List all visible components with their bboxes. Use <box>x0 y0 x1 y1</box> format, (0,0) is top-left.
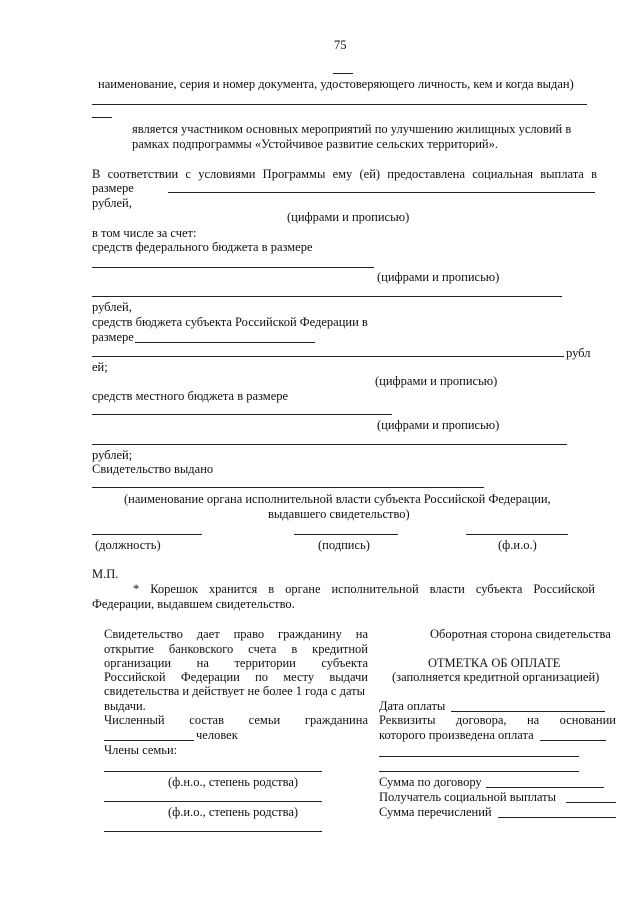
persons-label: человек <box>196 728 238 742</box>
regional-rubl-a: рубл <box>566 346 591 360</box>
payment-subtitle: (заполняется кредитной организацией) <box>392 670 600 684</box>
rights-line-5: свидетельства и действует не более 1 года с даты <box>104 684 366 698</box>
reverse-side-label: Оборотная сторона свидетельства <box>430 627 611 641</box>
document-id-caption: наименование, серия и номер документа, удостоверяющего личность, кем и когда выдан) <box>98 77 574 91</box>
rights-line-2: открытие банковского счета в кредитной <box>104 642 368 656</box>
federal-caption: (цифрами и прописью) <box>377 270 500 284</box>
federal-amount-field[interactable] <box>92 267 374 268</box>
note-line-2: Федерации, выдавшем свидетельство. <box>92 597 295 611</box>
regional-amount-field[interactable] <box>135 342 315 343</box>
grant-amount-field[interactable] <box>168 192 595 193</box>
payment-date-field[interactable] <box>451 711 605 712</box>
signature-field[interactable] <box>294 534 398 535</box>
contract-sum-label: Сумма по договору <box>379 775 482 789</box>
transfer-sum-label: Сумма перечислений <box>379 805 492 819</box>
participant-line-2: рамках подпрограммы «Устойчивое развитие сельских территорий». <box>132 137 498 151</box>
participant-line-1: является участником основных мероприятий по улучшению жилищных условий в <box>132 122 572 136</box>
local-amount-field[interactable] <box>92 414 392 415</box>
federal-label: средств федерального бюджета в размере <box>92 240 313 254</box>
position-field[interactable] <box>92 534 202 535</box>
issuer-field[interactable] <box>92 487 484 488</box>
requisites-extra-field-2[interactable] <box>379 771 579 772</box>
rights-line-1: Свидетельство дает право гражданину на <box>104 627 368 641</box>
family-members-label: Члены семьи: <box>104 743 178 757</box>
payment-title: ОТМЕТКА ОБ ОПЛАТЕ <box>428 656 561 670</box>
requisites-field[interactable] <box>540 740 606 741</box>
family-count-field[interactable] <box>104 740 194 741</box>
local-words-field[interactable] <box>92 444 567 445</box>
family-member-field-3[interactable] <box>104 831 322 832</box>
position-caption: (должность) <box>95 538 161 552</box>
local-rubles: рублей; <box>92 448 133 462</box>
fio-field[interactable] <box>466 534 568 535</box>
regional-rubl-b: ей; <box>92 360 108 374</box>
requisites-line-2: которого произведена оплата <box>379 728 534 742</box>
issuer-caption-2: выдавшего свидетельство) <box>268 507 410 521</box>
signature-caption: (подпись) <box>318 538 370 552</box>
regional-line-2: размере <box>92 330 134 344</box>
page-number: 75 <box>334 38 347 52</box>
fio-caption: (ф.и.о.) <box>498 538 537 552</box>
note-line-1: * Корешок хранится в органе исполнительной власти субъекта Российской <box>133 582 595 596</box>
including-label: в том числе за счет: <box>92 226 197 240</box>
underline <box>92 117 112 118</box>
seal-mark: М.П. <box>92 567 119 581</box>
family-member-field-1[interactable] <box>104 771 322 772</box>
contract-sum-field[interactable] <box>486 787 604 788</box>
regional-line-1: средств бюджета субъекта Российской Федерации в <box>92 315 368 329</box>
grant-caption: (цифрами и прописью) <box>287 210 410 224</box>
rights-line-3: организации на территории субъекта <box>104 656 368 670</box>
regional-caption: (цифрами и прописью) <box>375 374 498 388</box>
recipient-label: Получатель социальной выплаты <box>379 790 557 804</box>
grant-line-2: размере <box>92 181 134 195</box>
issued-label: Свидетельство выдано <box>92 462 214 476</box>
grant-rubles: рублей, <box>92 196 132 210</box>
requisites-line-1: Реквизиты договора, на основании <box>379 713 616 727</box>
transfer-sum-field[interactable] <box>498 817 616 818</box>
local-label: средств местного бюджета в размере <box>92 389 289 403</box>
local-caption: (цифрами и прописью) <box>377 418 500 432</box>
federal-rubles: рублей, <box>92 300 132 314</box>
issuer-caption-1: (наименование органа исполнительной власти субъекта Российской Федерации, <box>124 492 551 506</box>
grant-line-1: В соответствии с условиями Программы ему (ей) предоставлена социальная выплата в <box>92 167 597 181</box>
kinship-caption-2: (ф.и.о., степень родства) <box>168 805 299 819</box>
recipient-field[interactable] <box>566 802 616 803</box>
federal-words-field[interactable] <box>92 296 562 297</box>
underline <box>333 73 353 74</box>
family-count-label: Численный состав семьи гражданина <box>104 713 368 727</box>
payment-date-label: Дата оплаты <box>379 699 446 713</box>
requisites-extra-field-1[interactable] <box>379 756 579 757</box>
rights-line-6: выдачи. <box>104 699 146 713</box>
underline <box>92 104 587 105</box>
regional-words-field[interactable] <box>92 356 564 357</box>
rights-line-4: Российской Федерации по месту выдачи <box>104 670 368 684</box>
kinship-caption-1: (ф.н.о., степень родства) <box>168 775 299 789</box>
family-member-field-2[interactable] <box>104 801 322 802</box>
